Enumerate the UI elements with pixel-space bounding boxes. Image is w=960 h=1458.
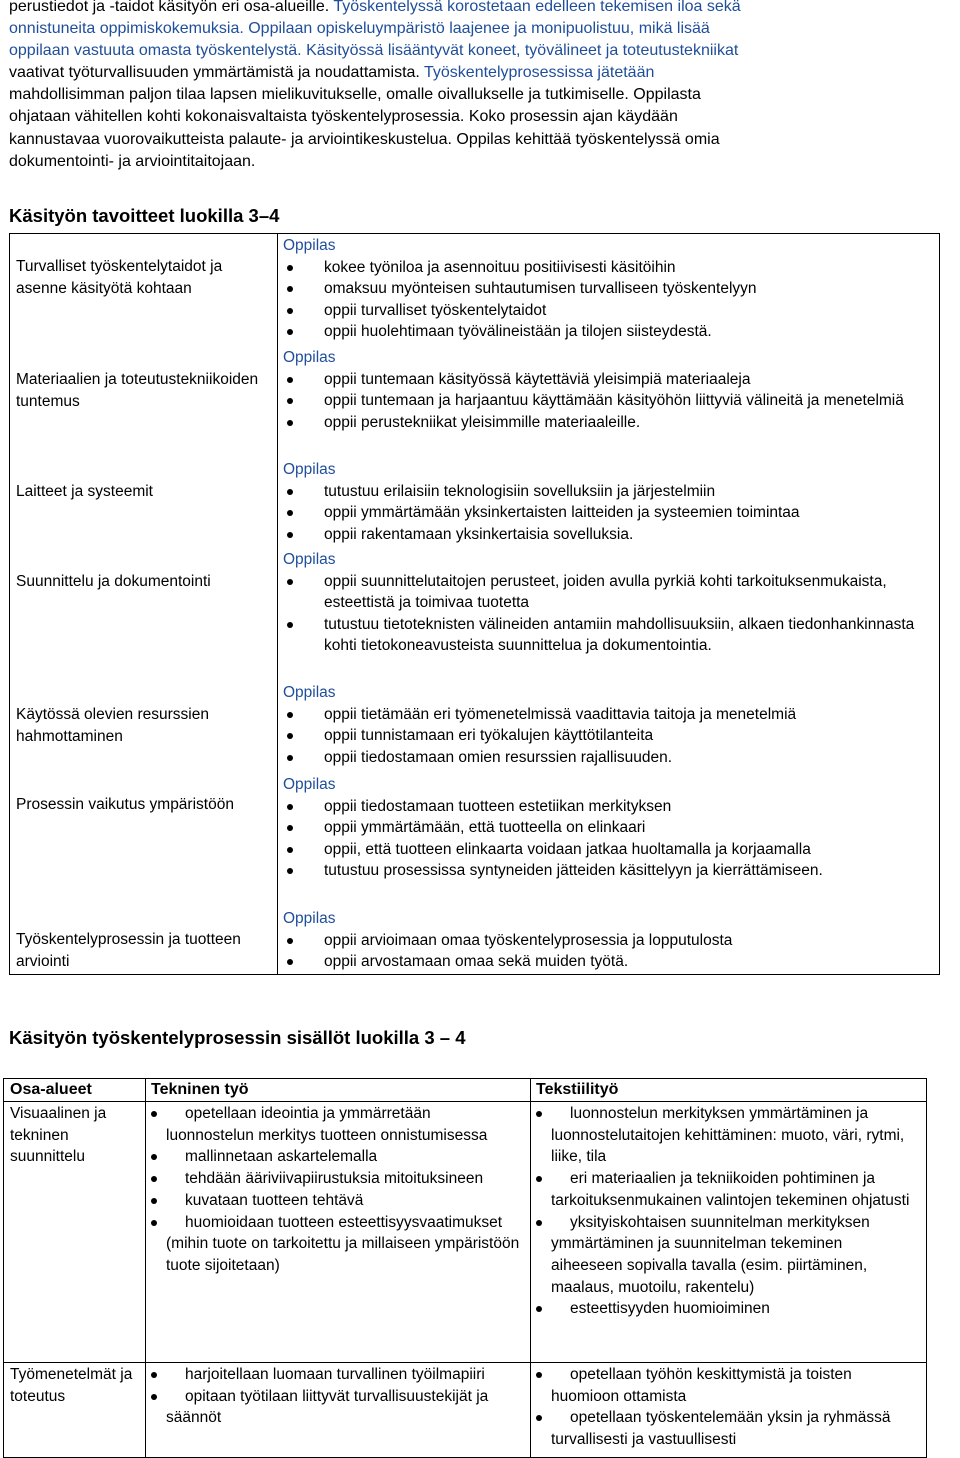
goal-items: [283, 347, 933, 433]
goal-items: [283, 549, 933, 657]
column-divider: [145, 1079, 146, 1457]
list-item: oppii perustekniikat yleisimmille materiaaleille.: [283, 412, 933, 434]
list-item: luonnostelun merkityksen ymmärtäminen ja luonnostelutaitojen kehittäminen: muoto, väri, rytmi, liike, tila: [536, 1103, 916, 1168]
list-item: opitaan työtilaan liittyvät turvallisuustekijät ja säännöt: [151, 1386, 521, 1429]
process-table: [3, 1078, 927, 1458]
intro-line: ohjataan vähitellen kohti kokonaisvaltaista työskentelyprosessia. Koko prosessin ajan käydään: [9, 108, 678, 126]
list-item: yksityiskohtaisen suunnitelman merkityksen ymmärtäminen ja suunnitelman tekeminen aiheeseen sopivalla tavalla (esim. piirtäminen, maalaus, muotoilu, rakentelu): [536, 1212, 916, 1299]
textile-cell: [536, 1364, 916, 1451]
list-item: tutustuu prosessissa syntyneiden jätteiden käsittelyyn ja kierrättämiseen.: [283, 860, 933, 882]
goal-label: Suunnittelu ja dokumentointi: [16, 573, 211, 590]
list-item: oppii suunnittelutaitojen perusteet, joiden avulla pyrkiä kohti tarkoituksenmukaista, esteettistä ja toimivaa tuotetta: [283, 571, 933, 614]
area-label: Työmenetelmät ja toteutus: [10, 1366, 133, 1405]
goal-items: [283, 908, 933, 973]
goal-lead: Oppilas: [283, 551, 336, 568]
list-item: tehdään ääriviivapiirustuksia mitoituksineen: [151, 1168, 521, 1190]
goal-lead: Oppilas: [283, 910, 336, 927]
goal-label: Prosessin vaikutus ympäristöön: [16, 796, 234, 813]
list-item: oppii tiedostamaan omien resurssien rajallisuuden.: [283, 747, 933, 769]
list-item: tutustuu erilaisiin teknologisiin sovelluksiin ja järjestelmiin: [283, 481, 933, 503]
goal-items: [283, 774, 933, 882]
column-divider: [530, 1079, 531, 1457]
intro-line: perustiedot ja -taidot käsityön eri osa-alueille. Työskentelyssä korostetaan edelleen tekemisen iloa sekä: [9, 0, 741, 15]
list-item: oppii huolehtimaan työvälineistään ja tilojen siisteydestä.: [283, 321, 933, 343]
list-item: oppii tuntemaan ja harjaantuu käyttämään käsityöhön liittyviä välineitä ja menetelmiä: [283, 390, 933, 412]
intro-line: onnistuneita oppimiskokemuksia. Oppilaan opiskeluympäristö laajenee ja monipuolistuu, mikä lisää: [9, 20, 710, 38]
list-item: kuvataan tuotteen tehtävä: [151, 1190, 521, 1212]
textile-cell: [536, 1103, 916, 1320]
column-header: Osa-alueet: [10, 1081, 92, 1098]
list-item: kokee työniloa ja asennoituu positiivisesti käsitöihin: [283, 257, 933, 279]
list-item: oppii tiedostamaan tuotteen estetiikan merkityksen: [283, 796, 933, 818]
goal-label: Turvalliset työskentelytaidot ja asenne käsityötä kohtaan: [16, 258, 223, 297]
list-item: mallinnetaan askartelemalla: [151, 1146, 521, 1168]
list-item: oppii arvioimaan omaa työskentelyprosessia ja lopputulosta: [283, 930, 933, 952]
list-item: oppii tietämään eri työmenetelmissä vaadittavia taitoja ja menetelmiä: [283, 704, 933, 726]
goal-lead: Oppilas: [283, 349, 336, 366]
intro-line: vaativat työturvallisuuden ymmärtämistä ja noudattamista. Työskentelyprosessissa jätetään: [9, 64, 655, 82]
goals-table: [9, 233, 940, 975]
goals-heading: Käsityön tavoitteet luokilla 3–4: [9, 205, 280, 226]
list-item: huomioidaan tuotteen esteettisyysvaatimukset (mihin tuote on tarkoitettu ja millaiseen ympäristöön tuote sijoitetaan): [151, 1212, 521, 1277]
intro-line: mahdollisimman paljon tilaa lapsen mielikuvitukselle, omalle oivallukselle ja tutkimiselle. Oppilasta: [9, 86, 701, 104]
intro-line: dokumentointi- ja arviointitaitojaan.: [9, 152, 256, 170]
goal-lead: Oppilas: [283, 684, 336, 701]
goal-label: Materiaalien ja toteutustekniikoiden tuntemus: [16, 371, 259, 410]
goal-lead: Oppilas: [283, 776, 336, 793]
list-item: oppii arvostamaan omaa sekä muiden työtä.: [283, 951, 933, 973]
list-item: tutustuu tietoteknisten välineiden antamiin mahdollisuuksiin, alkaen tiedonhankinnasta kohti tietokoneavusteista suunnittelua ja dokumentointia.: [283, 614, 933, 657]
list-item: oppii, että tuotteen elinkaarta voidaan jatkaa huoltamalla ja korjaamalla: [283, 839, 933, 861]
list-item: oppii tuntemaan käsityössä käytettäviä yleisimpiä materiaaleja: [283, 369, 933, 391]
intro-line: kannustavaa vuorovaikutteista palaute- ja arviointikeskustelua. Oppilas kehittää työskentelyssä omia: [9, 130, 720, 148]
intro-line: oppilaan vastuuta omasta työskentelystä. Käsityössä lisääntyvät koneet, työvälineet ja toteutustekniikat: [9, 42, 739, 60]
list-item: oppii ymmärtämään, että tuotteella on elinkaari: [283, 817, 933, 839]
list-item: eri materiaalien ja tekniikoiden pohtiminen ja tarkoituksenmukainen valintojen tekeminen ohjatusti: [536, 1168, 916, 1211]
intro-paragraph: [9, 0, 957, 173]
list-item: opetellaan ideointia ja ymmärretään luonnostelun merkitys tuotteen onnistumisessa: [151, 1103, 521, 1146]
list-item: oppii rakentamaan yksinkertaisia sovelluksia.: [283, 524, 933, 546]
goal-label: Käytössä olevien resurssien hahmottaminen: [16, 706, 209, 745]
list-item: oppii ymmärtämään yksinkertaisten laitteiden ja systeemien toimintaa: [283, 502, 933, 524]
header-divider: [4, 1101, 926, 1102]
list-item: oppii tunnistamaan eri työkalujen käyttötilanteita: [283, 725, 933, 747]
goal-lead: Oppilas: [283, 461, 336, 478]
row-divider: [4, 1362, 926, 1363]
goal-items: [283, 682, 933, 768]
column-divider: [277, 234, 278, 974]
area-label: Visuaalinen ja tekninen suunnittelu: [10, 1105, 107, 1166]
list-item: omaksuu myönteisen suhtautumisen turvalliseen työskentelyyn: [283, 278, 933, 300]
technical-cell: [151, 1364, 521, 1429]
goal-lead: Oppilas: [283, 237, 336, 254]
goal-label: Työskentelyprosessin ja tuotteen arviointi: [16, 931, 241, 970]
list-item: opetellaan työskentelemään yksin ja ryhmässä turvallisesti ja vastuullisesti: [536, 1407, 916, 1450]
technical-cell: [151, 1103, 521, 1277]
list-item: opetellaan työhön keskittymistä ja toisten huomioon ottamista: [536, 1364, 916, 1407]
goal-items: [283, 235, 933, 343]
list-item: esteettisyyden huomioiminen: [536, 1298, 916, 1320]
list-item: oppii turvalliset työskentelytaidot: [283, 300, 933, 322]
column-header: Tekstiilityö: [536, 1081, 619, 1098]
list-item: harjoitellaan luomaan turvallinen työilmapiiri: [151, 1364, 521, 1386]
goal-label: Laitteet ja systeemit: [16, 483, 153, 500]
process-heading: Käsityön työskentelyprosessin sisällöt luokilla 3 – 4: [9, 1027, 466, 1048]
goal-items: [283, 459, 933, 545]
column-header: Tekninen työ: [151, 1081, 249, 1098]
